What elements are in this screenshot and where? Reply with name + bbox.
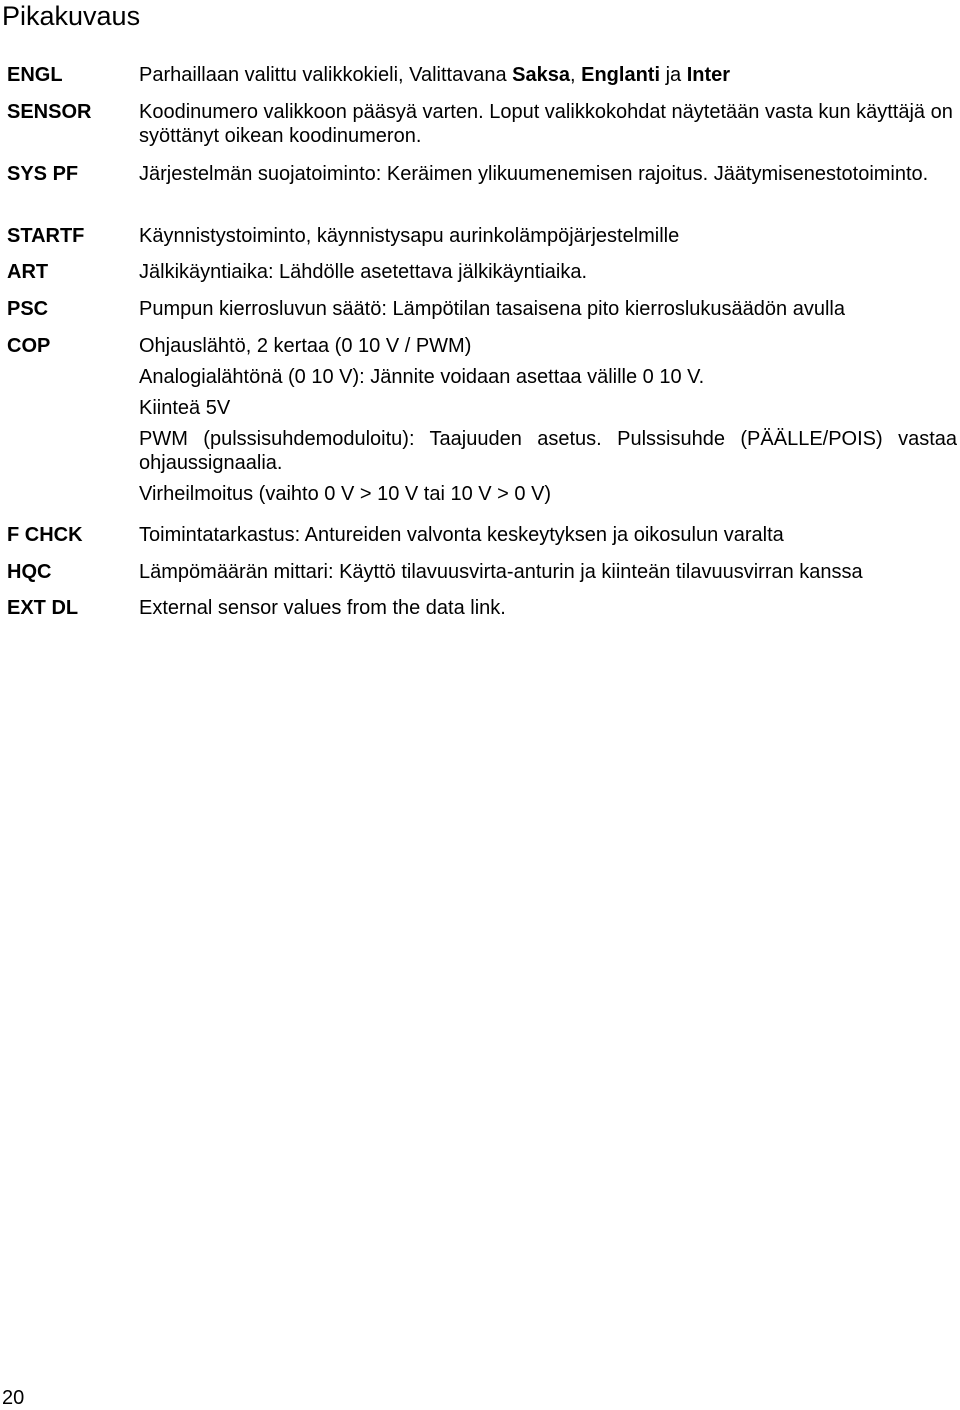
description-line: Kiinteä 5V	[139, 397, 231, 419]
term-label: PSC	[7, 298, 49, 320]
term-label: HQC	[7, 561, 52, 583]
term-description: Lämpömäärän mittari: Käyttö tilavuusvirta-anturin ja kiinteän tilavuusvirran kanssa	[139, 561, 863, 583]
description-line: Ohjauslähtö, 2 kertaa (0 10 V / PWM)	[139, 335, 472, 357]
page-title: Pikakuvaus	[2, 1, 141, 31]
term-label: F CHCK	[7, 524, 83, 546]
language-option-inter: Inter	[686, 64, 731, 86]
term-description: External sensor values from the data link.	[139, 597, 506, 619]
page-number: 20	[2, 1387, 25, 1409]
term-label: ART	[7, 261, 49, 283]
language-option-englanti: Englanti	[581, 64, 661, 86]
separator: ja	[660, 64, 687, 86]
description-line: Analogialähtönä (0 10 V): Jännite voidaan asettaa välille 0 10 V.	[139, 366, 705, 388]
term-label: EXT DL	[7, 597, 79, 619]
separator: ,	[570, 64, 582, 86]
term-label: ENGL	[7, 64, 63, 86]
term-description: Käynnistystoiminto, käynnistysapu aurinkolämpöjärjestelmille	[139, 225, 680, 247]
term-label: SYS PF	[7, 163, 79, 185]
description-line: Virheilmoitus (vaihto 0 V > 10 V tai 10 V > 0 V)	[139, 483, 552, 505]
term-label: SENSOR	[7, 101, 92, 123]
language-option-saksa: Saksa	[512, 64, 570, 86]
term-description: Pumpun kierrosluvun säätö: Lämpötilan tasaisena pito kierroslukusäädön avulla	[139, 298, 845, 320]
term-description	[139, 63, 957, 87]
term-description	[139, 334, 957, 506]
term-description: Jälkikäyntiaika: Lähdölle asetettava jälkikäyntiaika.	[139, 261, 588, 283]
term-label: STARTF	[7, 225, 85, 247]
description-text: Parhaillaan valittu valikkokieli, Valittavana	[139, 64, 513, 86]
description-line: PWM (pulssisuhdemoduloitu): Taajuuden asetus. Pulssisuhde (PÄÄLLE/POIS) vastaa ohjaussignaalia.	[139, 428, 957, 474]
term-description: Toimintatarkastus: Antureiden valvonta keskeytyksen ja oikosulun varalta	[139, 524, 784, 546]
term-description: Koodinumero valikkoon pääsyä varten. Loput valikkokohdat näytetään vasta kun käyttäjä on syöttänyt oikean koodinumeron.	[139, 101, 953, 147]
term-label: COP	[7, 335, 51, 357]
term-description: Järjestelmän suojatoiminto: Keräimen ylikuumenemisen rajoitus. Jäätymisenestotoiminto.	[139, 163, 929, 185]
